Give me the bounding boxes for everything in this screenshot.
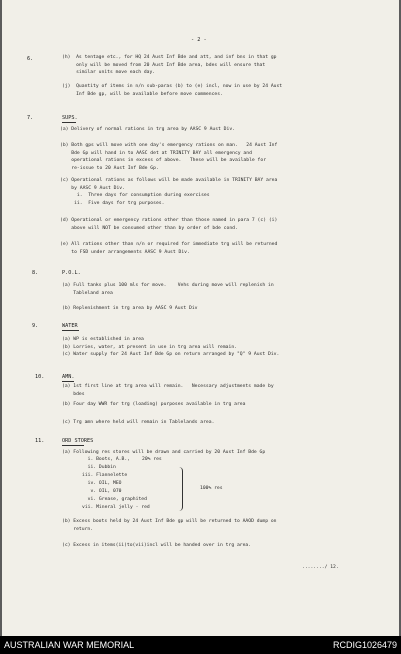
item-6-h-line: similar units move each day. [62, 70, 156, 75]
item-11-b-line: return. [62, 526, 94, 532]
item-9-lines-line: (c) Water supply for 24 Aust Inf Bde Gp on return arranged by "Q" 9 Aust Div. [62, 352, 280, 357]
item-7-b-line: operational rations in excess of above. These will be available for [60, 158, 267, 163]
page-number: - 2 - [191, 37, 207, 43]
item-6-h-line: only will be moved from 20 Aust Inf Bde area, bdes will ensure that [62, 62, 266, 68]
item-11-stores-list-line: iii. Flannelette [82, 473, 128, 478]
item-11-stores-list-line: vi. Grease, graphited [82, 497, 147, 502]
item-8-b-line: (b) Replenishment in trg area by AASC 9 Aust Div [62, 306, 198, 311]
item-9-lines-line: (b) Lorries, water, at present in use in trg area will remain. [62, 344, 237, 350]
item-9-title-underline [62, 330, 79, 331]
item-11-c-line: (c) Excess in items(ii)to(vii)incl will be handed over in trg area. [62, 543, 252, 548]
item-11-b-line: (b) Excess boots held by 24 Aust Inf Bde gp will be returned to AAOD dump on [62, 519, 277, 524]
item-9-number: 9. [32, 323, 39, 329]
item-11-stores-list-line: vii. Mineral jelly - red [82, 505, 150, 510]
footer-right-text: RCDIG1026479 [332, 640, 397, 650]
item-11-title: ORD STORES [62, 438, 94, 444]
item-11-title-underline [62, 445, 84, 446]
item-10-c-line: (c) Trg amn where held will remain in Tablelands area. [62, 420, 215, 425]
item-6-number: 6. [27, 56, 34, 62]
item-10-title: AMN. [62, 374, 75, 380]
item-11-stores-list-line: v. OIL, 070 [82, 489, 122, 494]
item-9-title: WATER [62, 323, 78, 329]
item-10-a-line: bdes [62, 391, 85, 397]
item-7-title: SUPS. [62, 115, 78, 121]
item-8-title: P.O.L. [62, 270, 81, 276]
item-10-b-line: (b) Four day WWR for trg (loading) purposes available in trg area [62, 402, 246, 407]
item-7-d-line: (d) Operational or emergency rations other than those named in para 7 (c) (i) [60, 218, 278, 223]
item-6-j-line: Inf Bde gp, will be available before move commences. [62, 91, 223, 97]
item-11-stores-brace [178, 467, 183, 511]
item-7-e-line: (e) All rations other than n/n or required for immediate trg will be returned [60, 242, 278, 247]
item-11-number: 11. [35, 438, 45, 444]
item-11-stores-list-line: ii. Dubbin [82, 465, 116, 470]
archive-footer [0, 636, 401, 654]
item-7-d-line: above will NOT be consumed other than by order of bde cond. [60, 225, 238, 231]
item-11-stores-list-line: iv. OIL, MEO [82, 481, 122, 486]
item-7-a-line: (a) Delivery of normal rations in trg area by AASC 9 Aust Div. [60, 127, 235, 132]
item-7-e-line: to FSD under arrangements AASC 9 Aust Div. [60, 249, 190, 255]
item-7-c-line: (c) Operational rations as follows will be made available in TRINITY BAY area [60, 178, 278, 183]
item-11-group-percent: 100% res [200, 486, 223, 491]
item-8-a-line: Tableland area [62, 290, 113, 296]
item-7-b-line: Bde Gp will hand in to AASC det at TRINITY BAY all emergency and [60, 150, 252, 156]
document-page [2, 0, 399, 636]
item-11-boots-percent: 20% res [142, 457, 162, 462]
item-7-b-line: (b) Both gps will move with one day's emergency rations on man. 24 Aust Inf [60, 143, 278, 148]
item-7-c-line: i. Three days for consumption during exercises [60, 193, 210, 198]
item-8-number: 8. [32, 270, 39, 276]
item-10-a-line: (a) 1st first line at trg area will remain. Necessary adjustments made by [62, 384, 274, 389]
continuation-marker: ......../ 12. [302, 565, 339, 570]
item-7-c-line: ii. Five days for trg purposes. [60, 200, 165, 206]
item-11-a-intro-line: (a) Following res stores will be drawn and carried by 20 Aust Inf Bde Gp [62, 450, 266, 455]
item-9-lines-line: (a) WP is established in area [62, 337, 144, 342]
item-7-b-line: re-issue to 20 Aust Inf Bde Gp. [60, 165, 159, 171]
item-7-title-underline [62, 122, 76, 123]
item-8-a-line: (a) Full tanks plus 100 mls for move. Vehs during move will replenish in [62, 283, 274, 288]
item-6-j-line: (j) Quantity of items in n/n sub-paras (b) to (e) incl, now in use by 24 Aust [62, 84, 283, 89]
item-7-number: 7. [27, 115, 34, 121]
item-10-number: 10. [35, 374, 45, 380]
item-10-title-underline [62, 381, 74, 382]
item-7-c-line: by AASC 9 Aust Div. [60, 185, 125, 191]
footer-left-text: AUSTRALIAN WAR MEMORIAL [4, 640, 135, 650]
item-11-stores-list-line: i. Boots, A.B., [82, 457, 130, 462]
item-6-h-line: (h) As tentage etc., for HQ 24 Aust Inf Bde and att, and inf bns in that gp [62, 55, 277, 60]
